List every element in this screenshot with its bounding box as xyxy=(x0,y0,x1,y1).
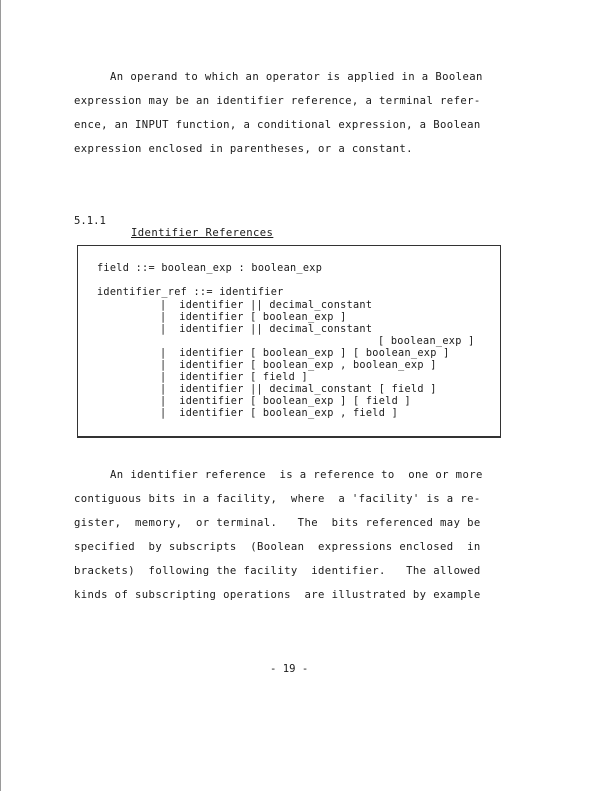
grammar-rule: field ::= boolean_exp : boolean_exp xyxy=(97,263,323,274)
grammar-rule: [ boolean_exp ] xyxy=(378,336,475,347)
grammar-rule: | identifier || decimal_constant xyxy=(160,300,373,311)
section-title: Identifier References xyxy=(131,227,274,239)
text-line: An identifier reference is a reference to one or more xyxy=(110,469,483,481)
section-number: 5.1.1 xyxy=(74,215,106,227)
grammar-rule: | identifier || decimal_constant [ field ] xyxy=(160,384,437,395)
grammar-rule: | identifier [ boolean_exp ] [ boolean_exp ] xyxy=(160,348,450,359)
text-line: An operand to which an operator is applied in a Boolean xyxy=(110,71,483,83)
grammar-rule: | identifier [ boolean_exp ] [ field ] xyxy=(160,396,411,407)
grammar-box-bottom-rule xyxy=(77,436,501,438)
text-line: contiguous bits in a facility, where a 'facility' is a re- xyxy=(74,493,481,505)
text-line: kinds of subscripting operations are illustrated by example xyxy=(74,589,481,601)
grammar-rule: identifier_ref ::= identifier xyxy=(97,287,284,298)
text-line: specified by subscripts (Boolean expressions enclosed in xyxy=(74,541,481,553)
grammar-rule: | identifier [ boolean_exp ] xyxy=(160,312,347,323)
text-line: expression may be an identifier reference, a terminal refer- xyxy=(74,95,481,107)
text-line: expression enclosed in parentheses, or a constant. xyxy=(74,143,413,155)
grammar-rule: | identifier [ boolean_exp , boolean_exp ] xyxy=(160,360,437,371)
text-line: ence, an INPUT function, a conditional expression, a Boolean xyxy=(74,119,481,131)
section-heading xyxy=(0,203,274,239)
page-number: - 19 - xyxy=(270,663,309,675)
grammar-rule: | identifier [ boolean_exp , field ] xyxy=(160,408,399,419)
text-line: brackets) following the facility identifier. The allowed xyxy=(74,565,481,577)
text-line: gister, memory, or terminal. The bits referenced may be xyxy=(74,517,481,529)
grammar-rule: | identifier [ field ] xyxy=(160,372,308,383)
grammar-rule: | identifier || decimal_constant xyxy=(160,324,373,335)
scan-edge-line xyxy=(0,0,1,791)
